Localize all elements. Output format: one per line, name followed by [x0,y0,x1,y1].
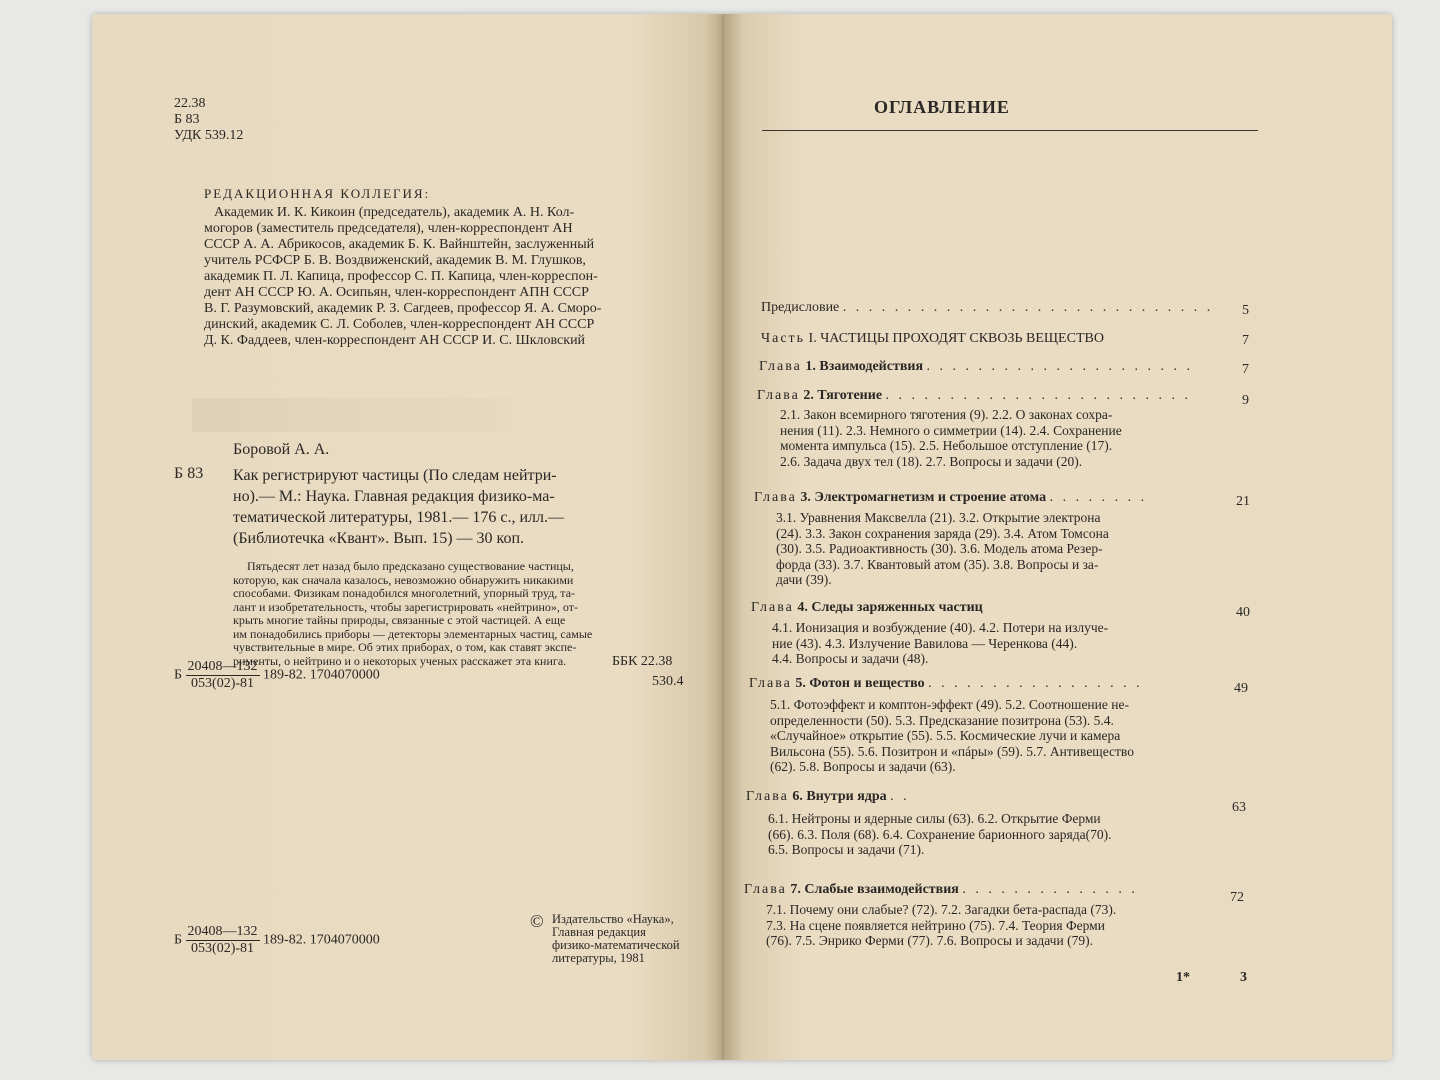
index-denominator: 053(02)-81 [191,676,255,691]
board-line: дент АН СССР Ю. А. Осипьян, член-корреспондент АПН СССР [204,285,589,300]
sub-line: 4.1. Ионизация и возбуждение (40). 4.2. Потери на излуче- [772,620,1109,635]
toc-label: 2. Тяготение [803,388,883,403]
toc-entry-ch2 [757,388,1191,404]
publication-index-top [174,659,380,692]
toc-label: 5. Фотон и вещество [795,676,925,691]
board-line: В. Г. Разумовский, академик Р. З. Сагдеев, профессор Я. А. Сморо- [204,301,602,316]
toc-page: 5 [1242,303,1249,318]
leader-dots: . . [890,789,910,804]
bbk-sub: 530.4 [652,674,684,689]
copyright-line: Издательство «Наука», [552,912,674,926]
ch6-subsections [768,811,1268,858]
toc-prefix: Глава [746,789,789,804]
toc-prefix: Глава [744,882,787,897]
board-line: динский, академик С. Л. Соболев, член-корреспондент АН СССР [204,317,595,332]
board-line: СССР А. А. Абрикосов, академик Б. К. Вайнштейн, заслуженный [204,237,595,252]
open-book [92,14,1392,1060]
catalog-line: Как регистрируют частицы (По следам нейтри- [233,467,557,484]
sub-line: (62). 5.8. Вопросы и задачи (63). [770,759,956,774]
index-fraction [186,924,260,957]
sub-line: 2.6. Задача двух тел (18). 2.7. Вопросы и задачи (20). [780,453,1083,469]
toc-page: 40 [1236,605,1250,620]
annotation [233,560,638,668]
board-title: РЕДАКЦИОННАЯ КОЛЛЕГИЯ: [204,186,431,201]
board-line: Академик И. К. Кикоин (председатель), академик А. Н. Кол- [214,205,575,220]
board-line: академик П. Л. Капица, профессор С. П. Капица, член-корреспон- [204,269,598,284]
toc-page: 49 [1234,681,1248,696]
udc-code: УДК 539.12 [174,128,244,143]
toc-label: 6. Внутри ядра [792,789,887,804]
index-denominator: 053(02)-81 [191,941,255,956]
signature-mark: 1* [1176,970,1190,985]
index-numerator: 20408—132 [187,659,258,674]
leader-dots: . . . . . . . . . . . . . . . . . . . . . [926,359,1194,374]
left-page [92,14,724,1060]
sub-line: нения (11). 2.3. Немного о симметрии (14). 2.4. Сохранение [780,422,1122,438]
index-prefix: Б [174,667,183,683]
toc-label: Предисловие [761,300,840,315]
right-page [724,14,1392,1060]
copyright-line: Главная редакция [552,925,646,939]
toc-page: 9 [1242,393,1249,408]
toc-entry-ch6 [746,789,910,805]
index-numerator: 20408—132 [187,924,258,939]
toc-label: 4. Следы заряженных частиц [797,600,983,615]
toc-page: 7 [1242,333,1249,348]
sub-line: 3.1. Уравнения Максвелла (21). 3.2. Открытие электрона [776,510,1101,525]
copyright-sign: © [530,911,544,931]
toc-entry-preface [761,300,1213,316]
index-prefix: Б [174,932,183,948]
ch7-subsections [766,902,1266,949]
toc-prefix: Глава [759,359,802,374]
sub-line: Вильсона (55). 5.6. Позитрон и «пáры» (59). 5.7. Антивещество [770,743,1134,759]
annotation-line: способами. Физикам понадобился многолетний, упорный труд, та- [233,586,576,600]
toc-label: 1. Взаимодействия [805,359,924,374]
sub-line: определенности (50). 5.3. Предсказание позитрона (53). 5.4. [770,712,1114,728]
leader-dots: . . . . . . . . . . . . . . [962,882,1138,897]
catalog-line: тематической литературы, 1981.— 176 с., илл.— [233,509,565,526]
sub-line: момента импульса (15). 2.5. Небольшое отступление (17). [780,438,1113,453]
index-rest: 189-82. 1704070000 [263,667,380,683]
sub-line: 7.3. На сцене появляется нейтрино (75). 7.4. Теория Ферми [766,917,1105,933]
toc-entry-ch3 [754,490,1147,506]
copyright-line: физико-математической [552,938,680,952]
board-line: Д. К. Фаддеев, член-корреспондент АН СССР И. С. Шкловский [204,333,586,348]
ch3-subsections [776,510,1276,588]
leader-dots: . . . . . . . . . . . . . . . . . [928,676,1143,691]
catalog-code: Б 83 [174,465,204,482]
toc-prefix: Глава [754,490,797,505]
sub-line: (24). 3.3. Закон сохранения заряда (29). 3.4. Атом Томсона [776,525,1109,541]
copyright-line: литературы, 1981 [552,951,645,965]
toc-prefix: Часть [761,331,806,346]
index-rest: 189-82. 1704070000 [263,932,380,948]
ch5-subsections [770,697,1270,775]
toc-label: 3. Электромагнетизм и строение атома [800,490,1047,505]
annotation-line: рименты, о нейтрино и о некоторых ученых расскажет эта книга. [233,653,567,668]
board-line: могоров (заместитель председателя), член-корреспондент АН [204,221,573,236]
author-mark: Б 83 [174,112,200,127]
sub-line: 5.1. Фотоэффект и комптон-эффект (49). 5.2. Соотношение не- [770,697,1129,712]
annotation-line: Пятьдесят лет назад было предсказано существование частицы, [247,559,574,573]
annotation-line: лант и изобретательность, чтобы зарегистрировать «нейтрино», от- [233,599,579,614]
sub-line: 7.1. Почему они слабые? (72). 7.2. Загадки бета-распада (73). [766,902,1117,917]
leader-dots: . . . . . . . . [1049,490,1148,505]
sub-line: (76). 7.5. Энрико Ферми (77). 7.6. Вопросы и задачи (79). [766,933,1093,948]
sub-line: форда (33). 3.7. Квантовый атом (35). 3.8. Вопросы и за- [776,556,1099,572]
sub-line: ние (43). 4.3. Излучение Вавилова — Черенкова (44). [772,635,1078,651]
sub-line: 6.1. Нейтроны и ядерные силы (63). 6.2. Открытие Ферми [768,811,1101,826]
board-line: учитель РСФСР Б. В. Воздвиженский, академик В. М. Глушков, [204,253,586,268]
copyright-block [552,913,680,965]
toc-entry-ch4 [751,600,983,616]
page-number: 3 [1240,970,1247,985]
toc-label: I. ЧАСТИЦЫ ПРОХОДЯТ СКВОЗЬ ВЕЩЕСТВО [808,331,1104,346]
sub-line: (30). 3.5. Радиоактивность (30). 3.6. Модель атома Резер- [776,541,1103,556]
toc-title: ОГЛАВЛЕНИЕ [874,97,1010,117]
catalog-line: (Библиотечка «Квант». Вып. 15) — 30 коп. [233,530,525,547]
catalog-entry [233,465,628,549]
catalog-line: но).— М.: Наука. Главная редакция физико-ма- [233,488,555,505]
annotation-line: им понадобились приборы — детекторы элементарных частиц, самые [233,626,593,641]
sub-line: 2.1. Закон всемирного тяготения (9). 2.2. О законах сохра- [780,407,1113,422]
bbk-label: ББК 22.38 [612,654,673,669]
toc-page: 21 [1236,494,1250,509]
author-name: Боровой А. А. [233,441,330,458]
bbk-code: 22.38 [174,96,206,111]
sub-line: (66). 6.3. Поля (68). 6.4. Сохранение барионного заряда(70). [768,826,1112,842]
sub-line: 6.5. Вопросы и задачи (71). [768,842,925,857]
toc-entry-ch7 [744,882,1138,898]
classification-codes [174,96,243,144]
ch2-subsections [780,407,1280,469]
toc-page: 7 [1242,362,1249,377]
toc-page: 72 [1230,890,1244,905]
annotation-line: крыть многие тайны природы, связанные с этой частицей. А еще [233,613,566,627]
leader-dots: . . . . . . . . . . . . . . . . . . . . . . . . . . . . . [842,300,1214,315]
toc-entry-part1 [761,331,1104,347]
sub-line: «Случайное» открытие (55). 5.5. Космические лучи и камера [770,728,1121,743]
title-rule [762,130,1258,131]
show-through [192,398,512,432]
publication-index-bottom [174,924,380,957]
leader-dots: . . . . . . . . . . . . . . . . . . . . . . . . [885,388,1192,403]
toc-entry-ch1 [759,359,1193,375]
toc-prefix: Глава [751,600,794,615]
toc-prefix: Глава [757,388,800,403]
board-members [204,205,659,349]
toc-prefix: Глава [749,676,792,691]
sub-line: 4.4. Вопросы и задачи (48). [772,651,929,666]
toc-label: 7. Слабые взаимодействия [790,882,959,897]
toc-entry-ch5 [749,676,1143,692]
ch4-subsections [772,620,1272,667]
sub-line: дачи (39). [776,572,832,587]
index-fraction [186,659,260,692]
annotation-line: которую, как сначала казалось, невозможно обнаружить никакими [233,572,574,587]
toc-page: 63 [1232,800,1246,815]
annotation-line: чувствительные в мире. Об этих приборах, о том, как ставят экспе- [233,640,577,654]
